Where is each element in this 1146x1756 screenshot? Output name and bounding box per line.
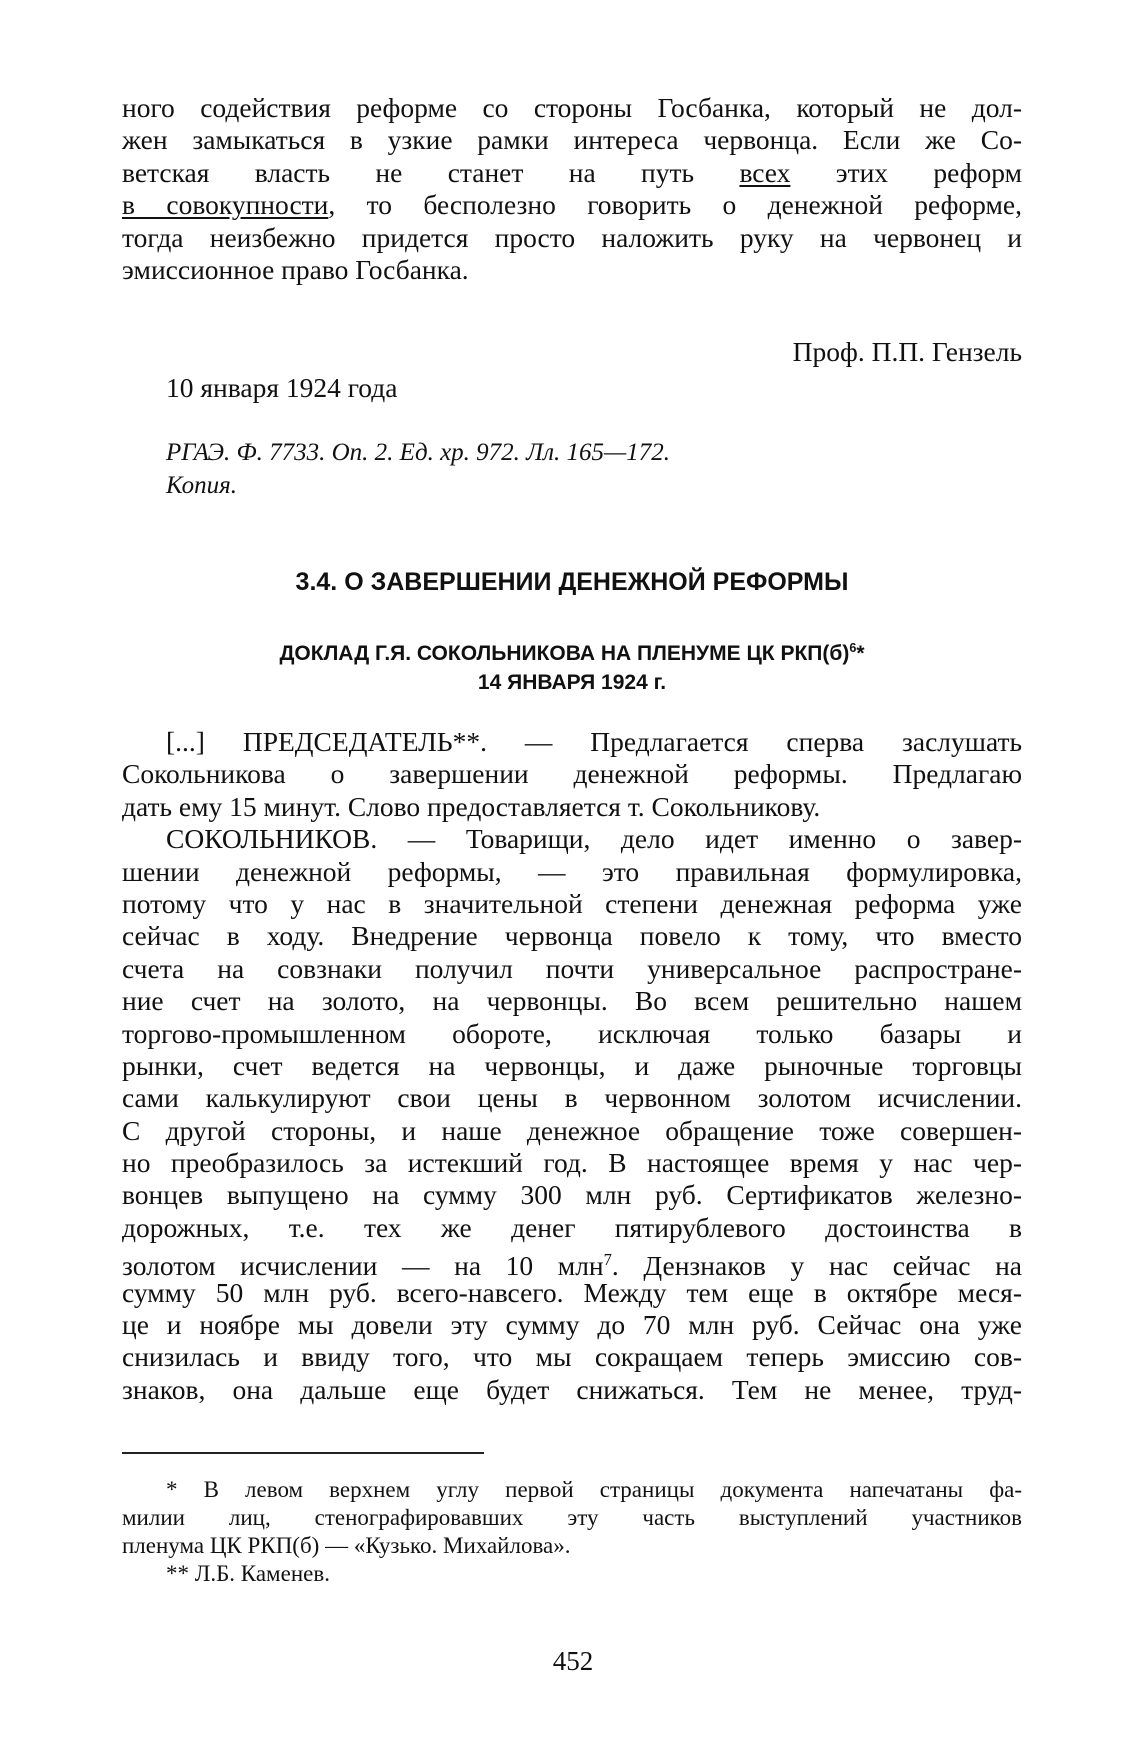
- text-line: жен замыкаться в узкие рамки интереса червонца. Если же Со-: [122, 124, 1022, 156]
- text-line: СОКОЛЬНИКОВ. — Товарищи, дело идет именно о завер-: [166, 823, 1022, 855]
- note-mark: 6: [849, 641, 857, 655]
- text-line: знаков, она дальше еще будет снижаться. Тем не менее, труд-: [122, 1373, 1022, 1405]
- source-line: РГАЭ. Ф. 7733. Оп. 2. Ед. хр. 972. Лл. 165—172.: [166, 439, 670, 466]
- text-line: С другой стороны, и наше денежное обращение тоже совершен-: [122, 1114, 1022, 1146]
- body-text: [122, 726, 1022, 1406]
- document-date: 14 ЯНВАРЯ 1924 г.: [477, 671, 667, 694]
- signature: Проф. П.П. Гензель: [792, 336, 1022, 367]
- footnote-line: * В левом верхнем углу первой страницы документа напечатаны фа-: [166, 1477, 1022, 1502]
- text-line: Сокольникова о завершении денежной реформы. Предлагаю: [122, 758, 1022, 790]
- footnote-line: ** Л.Б. Каменев.: [166, 1561, 330, 1586]
- underlined-word: в совокупности: [122, 189, 329, 221]
- text-line: рынки, счет ведется на червонцы, и даже рыночные торговцы: [122, 1049, 1022, 1081]
- note-mark: 7: [603, 1250, 612, 1270]
- top-paragraph: [122, 92, 1022, 286]
- date: 10 января 1924 года: [166, 372, 398, 403]
- text-line: ного содействия реформе со стороны Госбанка, который не дол-: [122, 92, 1022, 123]
- text-line: в совокупности, то бесполезно говорить о денежной реформе,: [122, 189, 1022, 221]
- text-line: торгово-промышленном обороте, исключая только базары и: [122, 1017, 1022, 1049]
- text-line: потому что у нас в значительной степени денежная реформа уже: [122, 887, 1022, 919]
- text-line: сами калькулируют свои цены в червонном золотом исчислении.: [122, 1082, 1022, 1114]
- section-heading: 3.4. О ЗАВЕРШЕНИИ ДЕНЕЖНОЙ РЕФОРМЫ: [295, 568, 849, 596]
- text-line: дать ему 15 минут. Слово предоставляется т. Сокольникову.: [122, 790, 821, 822]
- page-number: 452: [552, 1646, 594, 1676]
- document-title: ДОКЛАД Г.Я. СОКОЛЬНИКОВА НА ПЛЕНУМЕ ЦК $РКП(б)^6*$ 14 ЯНВАРЯ 1924 г.: [122, 634, 1022, 697]
- footnotes: [122, 1476, 1022, 1588]
- text-line: счета на совзнаки получил почти универсальное распростране-: [122, 952, 1022, 984]
- footnote-divider: [122, 1452, 484, 1454]
- text-line: це и ноябре мы довели эту сумму до 70 млн руб. Сейчас она уже: [122, 1309, 1022, 1341]
- footnote-line: милии лиц, стенографировавших эту часть выступлений участников: [122, 1505, 1022, 1530]
- archive-source: [166, 436, 670, 502]
- text-line: шении денежной реформы, — это правильная формулировка,: [122, 855, 1022, 887]
- text-line: дорожных, т.е. тех же денег пятирублевого достоинства в: [122, 1211, 1022, 1243]
- text-line: снизилась и ввиду того, что мы сокращаем теперь эмиссию сов-: [122, 1341, 1022, 1373]
- text-line: тогда неизбежно придется просто наложить руку на червонец и: [122, 221, 1022, 253]
- text-line: золотом исчислении — на 10 млн$^7$. Дензнаков у нас сейчас на: [122, 1250, 1022, 1282]
- text-line: эмиссионное право Госбанка.: [122, 253, 469, 285]
- text-line: сейчас в ходу. Внедрение червонца повело к тому, что вместо: [122, 920, 1022, 952]
- text-line: но преобразилось за истекший год. В настоящее время у нас чер-: [122, 1147, 1022, 1179]
- source-line: Копия.: [166, 472, 238, 499]
- footnote-line: пленума ЦК РКП(б) — «Кузько. Михайлова».: [122, 1533, 571, 1558]
- text-line: вонцев выпущено на сумму 300 млн руб. Сертификатов железно-: [122, 1179, 1022, 1211]
- text-line: сумму 50 млн руб. всего-навсего. Между тем еще в октябре меся-: [122, 1276, 1022, 1308]
- text-line: ние счет на золото, на червонцы. Во всем решительно нашем: [122, 985, 1022, 1017]
- text-line: [...] ПРЕДСЕДАТЕЛЬ**. — Предлагается сперва заслушать: [166, 726, 1022, 757]
- text-line: ветская власть не станет на путь всех этих реформ: [122, 156, 1023, 188]
- underlined-word: всех: [739, 156, 791, 188]
